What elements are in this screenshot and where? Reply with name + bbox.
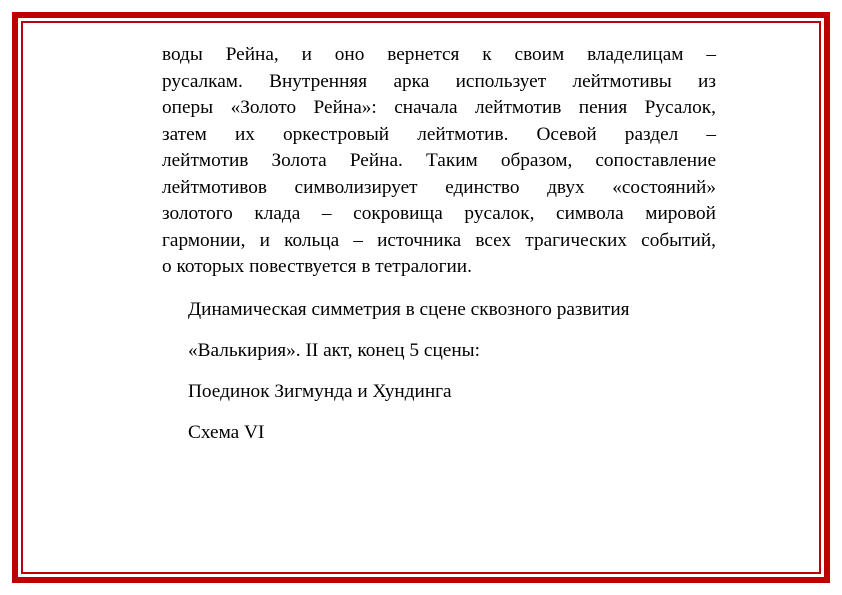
paragraph-line: русалкам. Внутренняя арка использует лейтмотивы из [162,70,716,92]
paragraph-line: затем их оркестровый лейтмотив. Осевой раздел – [162,123,716,145]
paragraph-line: золотого клада – сокровища русалок, символа мировой [162,203,716,224]
slide-content [162,42,716,461]
scheme-heading [162,297,716,446]
heading-line-scheme: Схема VI [188,421,265,443]
heading-line-opera: «Валькирия». II акт, конец 5 сцены: [188,339,480,361]
paragraph-line: лейтмотив Золота Рейна. Таким образом, сопоставление [162,150,716,171]
paragraph-line: воды Рейна, и оно вернется к своим владелицам – [162,44,716,65]
body-paragraph [162,42,716,281]
paragraph-line: оперы «Золото Рейна»: сначала лейтмотив пения Русалок, [162,97,716,118]
heading-line-scene: Поединок Зигмунда и Хундинга [188,380,452,402]
paragraph-line: о которых повествуется в тетралогии. [162,256,472,277]
paragraph-line: гармонии, и кольца – источника всех трагических событий, [162,229,716,251]
paragraph-line: лейтмотивов символизирует единство двух «состояний» [162,176,716,198]
heading-line-title: Динамическая симметрия в сцене сквозного развития [188,298,630,320]
